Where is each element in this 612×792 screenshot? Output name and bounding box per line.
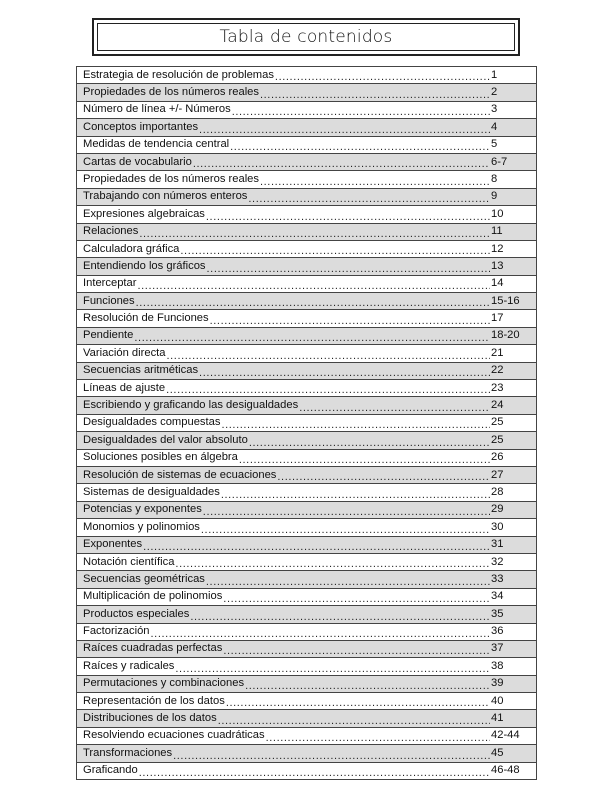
toc-entry-page: 9 [491,190,498,203]
toc-entry-page: 11 [491,225,503,238]
toc-row [77,328,536,345]
toc-entry-page: 38 [491,659,504,672]
toc-entry-label: Cartas de vocabulario [83,155,192,168]
toc-entry-label: Soluciones posibles en álgebra [83,451,238,464]
toc-entry-label: Desigualdades compuestas [83,416,221,429]
toc-entry-label: Graficando [83,764,138,777]
toc-entry-label: Raíces cuadradas perfectas [83,642,223,655]
toc-entry-page: 27 [491,468,504,481]
toc-entry-label: Permutaciones y combinaciones [83,677,245,690]
toc-entry-page: 25 [491,416,504,429]
dot-leader [166,384,490,396]
dot-leader [232,106,490,118]
dot-leader [260,176,490,188]
toc-entry-page: 22 [491,364,504,377]
toc-entry-page: 33 [491,572,504,585]
dot-leader [175,558,490,570]
toc-row [77,258,536,275]
dot-leader [218,715,490,727]
toc-entry-label: Exponentes [83,538,143,551]
toc-row [77,693,536,710]
dot-leader [230,141,490,153]
toc-row [77,502,536,519]
toc-row [77,641,536,658]
toc-entry-page: 18-20 [491,329,520,342]
toc-row [77,763,536,780]
dot-leader [193,158,490,170]
dot-leader [223,593,490,605]
toc-entry-page: 26 [491,451,504,464]
toc-entry-label: Multiplicación de polinomios [83,590,223,603]
dot-leader [134,332,490,344]
table-of-contents [76,66,537,780]
toc-entry-label: Expresiones algebraicas [83,207,205,220]
toc-row [77,554,536,571]
dot-leader [206,211,490,223]
dot-leader [226,697,490,709]
toc-entry-label: Resolución de sistemas de ecuaciones [83,468,277,481]
toc-entry-page: 36 [491,625,504,638]
toc-entry-page: 46-48 [491,764,520,777]
dot-leader [139,767,490,779]
toc-row [77,589,536,606]
toc-entry-label: Distribuciones de los datos [83,712,217,725]
dot-leader [175,663,490,675]
toc-row [77,484,536,501]
toc-row [77,293,536,310]
toc-entry-label: Raíces y radicales [83,659,175,672]
toc-entry-label: Secuencias aritméticas [83,364,199,377]
toc-row [77,119,536,136]
toc-entry-page: 10 [491,207,504,220]
toc-row [77,450,536,467]
toc-row [77,537,536,554]
toc-row [77,171,536,188]
toc-row [77,67,536,84]
dot-leader [180,245,490,257]
dot-leader [199,124,490,136]
toc-row [77,276,536,293]
toc-row [77,206,536,223]
toc-entry-page: 40 [491,694,504,707]
toc-entry-label: Factorización [83,625,150,638]
toc-row [77,606,536,623]
toc-row [77,658,536,675]
toc-entry-label: Productos especiales [83,607,190,620]
dot-leader [207,263,490,275]
toc-row [77,397,536,414]
toc-row [77,728,536,745]
dot-leader [136,297,490,309]
toc-entry-label: Propiedades de los números reales [83,172,259,185]
dot-leader [260,89,490,101]
dot-leader [173,750,490,762]
page-title: Tabla de contenidos [97,23,515,51]
toc-entry-page: 13 [491,259,504,272]
toc-entry-label: Calculadora gráfica [83,242,180,255]
dot-leader [239,454,490,466]
toc-entry-page: 8 [491,172,498,185]
toc-entry-label: Entendiendo los gráficos [83,259,206,272]
toc-entry-page: 12 [491,242,504,255]
dot-leader [245,680,490,692]
toc-entry-label: Potencias y exponentes [83,503,202,516]
dot-leader [277,471,490,483]
toc-row [77,345,536,362]
dot-leader [210,315,490,327]
toc-row [77,310,536,327]
dot-leader [143,541,490,553]
dot-leader [266,732,490,744]
dot-leader [275,71,490,83]
toc-row [77,745,536,762]
toc-row [77,363,536,380]
toc-entry-label: Variación directa [83,346,166,359]
toc-entry-page: 31 [491,538,504,551]
toc-row [77,84,536,101]
toc-entry-page: 14 [491,277,504,290]
dot-leader [203,506,490,518]
toc-entry-page: 39 [491,677,504,690]
toc-entry-label: Medidas de tendencia central [83,138,230,151]
toc-entry-label: Monomios y polinomios [83,520,200,533]
toc-entry-label: Sistemas de desigualdades [83,485,220,498]
dot-leader [139,228,490,240]
toc-entry-page: 4 [491,120,498,133]
toc-entry-label: Representación de los datos [83,694,225,707]
dot-leader [248,193,490,205]
toc-row [77,189,536,206]
toc-entry-label: Propiedades de los números reales [83,85,259,98]
toc-row [77,676,536,693]
toc-row [77,467,536,484]
toc-entry-label: Pendiente [83,329,134,342]
toc-entry-page: 24 [491,399,504,412]
dot-leader [223,645,490,657]
toc-entry-page: 28 [491,485,504,498]
toc-row [77,432,536,449]
dot-leader [167,350,491,362]
toc-entry-page: 1 [491,68,498,81]
dot-leader [199,367,490,379]
toc-row [77,241,536,258]
dot-leader [299,402,490,414]
toc-row [77,624,536,641]
toc-entry-page: 41 [491,712,504,725]
toc-entry-page: 35 [491,607,504,620]
toc-entry-page: 5 [491,138,498,151]
dot-leader [206,576,490,588]
toc-entry-label: Desigualdades del valor absoluto [83,433,248,446]
toc-entry-page: 3 [491,103,498,116]
toc-entry-label: Número de línea +/- Números [83,103,231,116]
dot-leader [221,419,490,431]
toc-entry-label: Resolviendo ecuaciones cuadráticas [83,729,265,742]
toc-row [77,415,536,432]
toc-entry-page: 34 [491,590,504,603]
toc-row [77,519,536,536]
toc-row [77,102,536,119]
toc-entry-label: Estrategia de resolución de problemas [83,68,274,81]
dot-leader [151,628,490,640]
dot-leader [221,489,490,501]
toc-entry-label: Resolución de Funciones [83,312,209,325]
toc-entry-page: 17 [491,312,504,325]
toc-entry-page: 29 [491,503,504,516]
toc-entry-label: Interceptar [83,277,137,290]
title-frame [92,18,520,56]
toc-entry-label: Escribiendo y graficando las desigualdades [83,399,299,412]
toc-entry-label: Funciones [83,294,135,307]
toc-entry-page: 2 [491,85,498,98]
toc-entry-page: 30 [491,520,504,533]
toc-row [77,380,536,397]
toc-entry-label: Notación científica [83,555,175,568]
toc-row [77,137,536,154]
toc-entry-page: 45 [491,746,504,759]
toc-entry-page: 6-7 [491,155,508,168]
toc-entry-page: 25 [491,433,504,446]
toc-entry-label: Relaciones [83,225,139,238]
toc-row [77,224,536,241]
toc-entry-label: Secuencias geométricas [83,572,205,585]
toc-entry-page: 21 [491,346,504,359]
toc-entry-label: Transformaciones [83,746,173,759]
dot-leader [249,437,490,449]
dot-leader [190,611,490,623]
toc-row [77,710,536,727]
toc-entry-page: 32 [491,555,504,568]
toc-entry-page: 15-16 [491,294,520,307]
dot-leader [201,524,490,536]
toc-entry-page: 37 [491,642,504,655]
toc-entry-label: Trabajando con números enteros [83,190,248,203]
toc-entry-label: Conceptos importantes [83,120,199,133]
toc-row [77,571,536,588]
dot-leader [137,280,490,292]
toc-entry-page: 23 [491,381,504,394]
toc-row [77,154,536,171]
toc-entry-page: 42-44 [491,729,520,742]
toc-entry-label: Líneas de ajuste [83,381,166,394]
